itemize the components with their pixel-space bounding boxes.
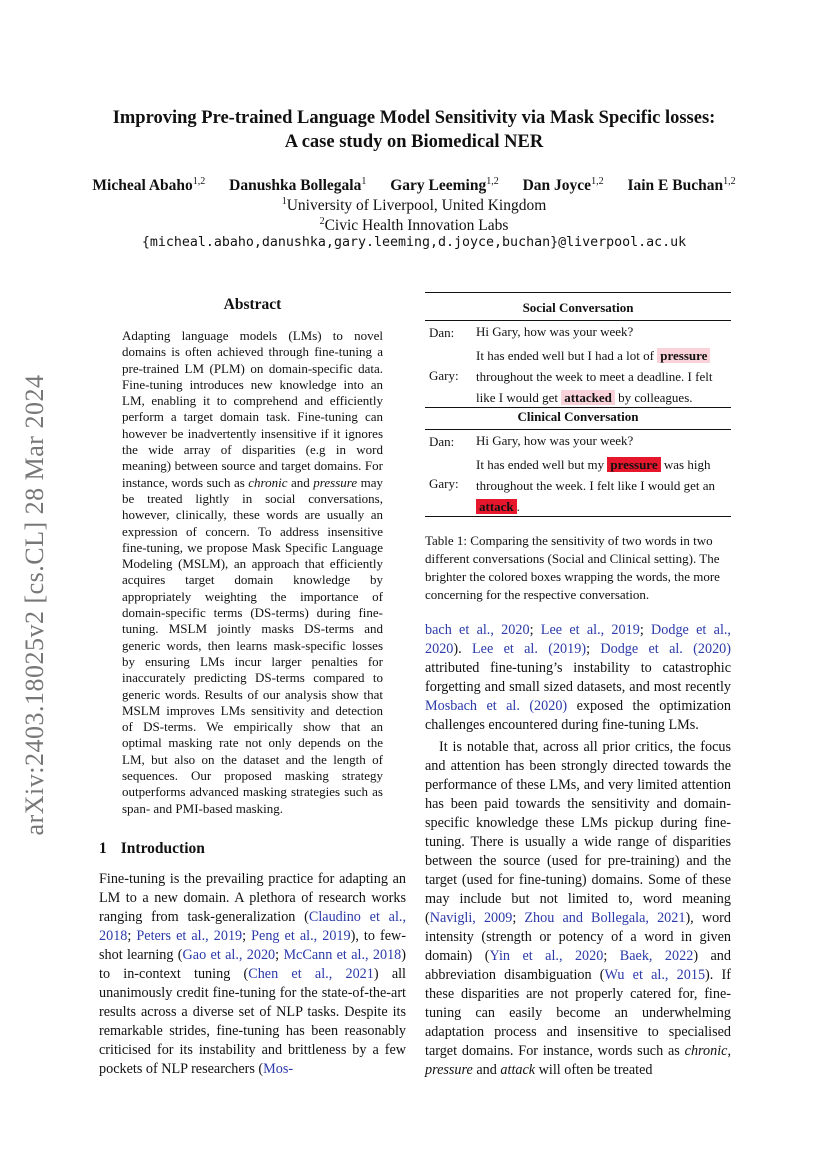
- utterance: It has ended well but I had a lot of pressure throughout the week to meet a deadline. I felt like I would get attacked by colleagues.: [476, 348, 713, 405]
- speaker-label: Gary:: [429, 368, 459, 383]
- citation-link[interactable]: McCann et al., 2018: [283, 947, 402, 963]
- citation-link[interactable]: Peters et al., 2019: [136, 928, 243, 944]
- author-list: [0, 176, 828, 195]
- abstract-heading: Abstract: [223, 296, 282, 313]
- author: Gary Leeming$^{1,2}$: [390, 176, 499, 195]
- affiliation-1: $^1$University of Liverpool, United Kingdom: [281, 196, 547, 215]
- highlighted-word: attack: [476, 499, 517, 514]
- intro-paragraph-left: Fine-tuning is the prevailing practice for adapting an LM to a new domain. A plethora of research works ranging from task-generalization (Claudino et al., 2018; Peters et al., 2019; Peng et al., 2019), to few-shot learning (Gao et al., 2020; McCann et al., 2018) to in-context tuning (Chen et al., 2021) all unanimously credit fine-tuning for the state-of-the-art results across a diverse set of NLP tasks. Despite its remarkable strides, fine-tuning has been reasonably criticised for its instability and brittleness by a few pockets of NLP researchers (Mos-: [99, 871, 406, 1077]
- citation-link[interactable]: Navigli, 2009: [429, 910, 513, 926]
- citation-link[interactable]: Peng et al., 2019: [251, 928, 351, 944]
- table-bottom-rule: [425, 516, 731, 517]
- citation-link[interactable]: Gao et al., 2020: [182, 947, 276, 963]
- author: Iain E Buchan$^{1,2}$: [627, 176, 736, 195]
- citation-link[interactable]: Wu et al., 2015: [604, 967, 706, 983]
- utterance: Hi Gary, how was your week?: [476, 324, 634, 339]
- table-top-rule: [425, 292, 731, 293]
- arxiv-stamp: arXiv:2403.18025v2 [cs.CL] 28 Mar 2024: [20, 374, 49, 836]
- speaker-label: Gary:: [429, 476, 459, 491]
- speaker-label: Dan:: [429, 325, 455, 340]
- speaker-label: Dan:: [429, 434, 455, 449]
- citation-link[interactable]: Zhou and Bollegala, 2021: [524, 910, 686, 926]
- highlighted-word: pressure: [657, 348, 710, 363]
- author: Danushka Bollegala$^1$: [229, 176, 367, 195]
- citation-link[interactable]: Lee et al. (2019): [471, 641, 587, 657]
- section-heading: 1 Introduction: [99, 840, 205, 857]
- affiliation-2: $^2$Civic Health Innovation Labs: [319, 216, 509, 235]
- citation-link[interactable]: Yin et al., 2020: [489, 948, 604, 964]
- citation-link[interactable]: Dodge et al., 2020: [425, 622, 731, 657]
- author-emails: {micheal.abaho,danushka,gary.leeming,d.joyce,buchan}@liverpool.ac.uk: [141, 235, 687, 250]
- citation-link[interactable]: Mosbach et al. (2020): [425, 698, 568, 714]
- citation-link[interactable]: Baek, 2022: [619, 948, 694, 964]
- highlighted-word: pressure: [607, 457, 660, 472]
- citation-link[interactable]: Chen et al., 2021: [248, 966, 374, 982]
- intro-paragraph-right: bach et al., 2020; Lee et al., 2019; Dodge et al., 2020). Lee et al. (2019); Dodge et al. (2020) attributed fine-tuning’s instability to catastrophic forgetting and small sized datasets, and most recently Mosbach et al. (2020) exposed the optimization challenges encountered during fine-tuning LMs.: [425, 622, 732, 733]
- table-rule: [425, 407, 731, 408]
- citation-link[interactable]: Lee et al., 2019: [540, 622, 640, 638]
- author: Micheal Abaho$^{1,2}$: [92, 176, 206, 195]
- table-header-social: Social Conversation: [522, 300, 634, 315]
- paper-title: Improving Pre-trained Language Model Sensitivity via Mask Specific losses: A case study on Biomedical NER: [112, 108, 716, 152]
- author: Dan Joyce$^{1,2}$: [522, 176, 604, 195]
- table-header-clinical: Clinical Conversation: [517, 409, 639, 424]
- table-caption: Table 1: Comparing the sensitivity of two words in two different conversations (Social and Clinical setting). The brighter the colored boxes wrapping the words, the more concerning for the respective conversation.: [425, 533, 720, 602]
- highlighted-word: attacked: [561, 390, 615, 405]
- citation-link[interactable]: Mos-: [263, 1061, 294, 1077]
- citation-link[interactable]: Claudino et al., 2018: [99, 909, 406, 944]
- utterance: Hi Gary, how was your week?: [476, 433, 634, 448]
- citation-link[interactable]: Dodge et al. (2020): [600, 641, 732, 657]
- utterance: It has ended well but my pressure was high throughout the week. I felt like I would get an attack .: [476, 457, 715, 514]
- abstract-text: Adapting language models (LMs) to novel domains is often achieved through fine-tuning a pre-trained LM (PLM) on domain-specific data. Fine-tuning introduces new knowledge into an LM, enabling it to comprehend and efficiently perform a target domain task. Fine-tuning can however be inadvertently insensitive if it ignores the wide array of disparities (e.g in word meaning) between source and target domains. For instance, words such as chronic and pressure may be treated lightly in social conversations, however, clinically, these words are usually an expression of concern. To address insensitive fine-tuning, we propose Mask Specific Language Modeling (MSLM), an approach that efficiently acquires target domain knowledge by appropriately weighting the importance of domain-specific terms (DS-terms) during fine-tuning. MSLM jointly masks DS-terms and generic words, then learns mask-specific losses by ensuring LMs incur larger penalties for inaccurately predicting DS-terms compared to generic words. Results of our analysis show that MSLM improves LMs sensitivity and detection of DS-terms. We empirically show that an optimal masking rate not only depends on the LM, but also on the dataset and the length of sequences. Our proposed masking strategy outperforms advanced masking strategies such as span- and PMI-based masking.: [122, 328, 383, 816]
- citation-link[interactable]: bach et al., 2020: [425, 622, 530, 638]
- intro-paragraph-right-2: It is notable that, across all prior critics, the focus and attention has been strongly directed towards the performance of these LMs, and very limited attention has been paid towards the sensitivity and domain-specific knowledge these LMs pickup during fine-tuning. There is usually a wide range of disparities between the source (used for pre-training) and the target (used for fine-tuning) domains. Some of these may include but not limited to, word meaning (Navigli, 2009; Zhou and Bollegala, 2021), word intensity (strength or potency of a word in given domain) (Yin et al., 2020; Baek, 2022) and abbreviation disambiguation (Wu et al., 2015). If these disparities are not properly catered for, fine-tuning can easily become an underwhelming adaptation process and insensitive to specialised target domains. For instance, words such as chronic, pressure and attack will often be treated: [425, 739, 731, 1078]
